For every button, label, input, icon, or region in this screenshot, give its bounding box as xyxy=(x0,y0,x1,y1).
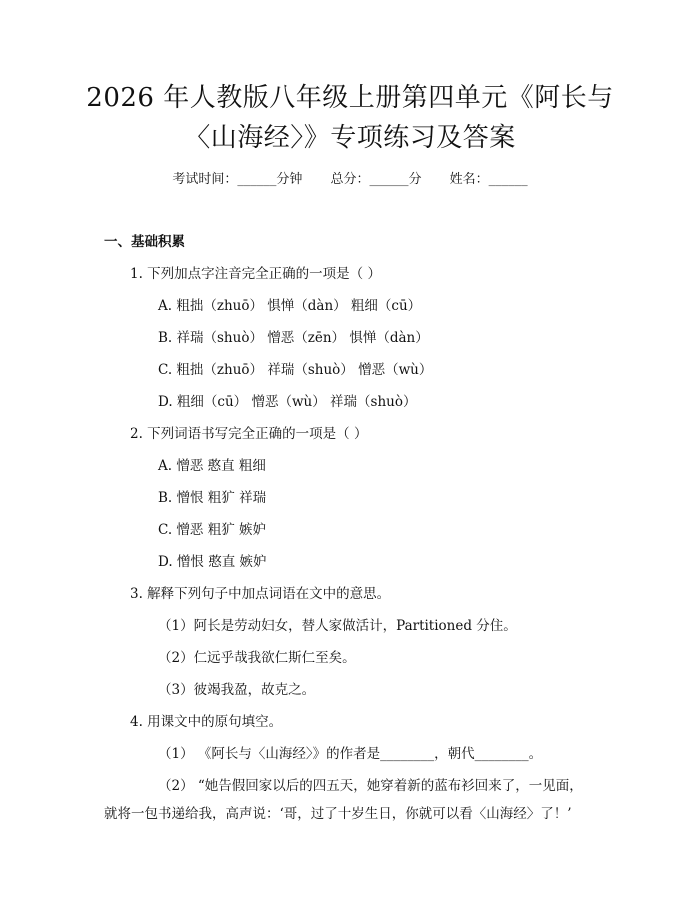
question-3-item-3: （3）彼竭我盈，故克之。 xyxy=(158,682,316,698)
student-name: 姓名：______ xyxy=(449,172,528,187)
question-3-stem: 3. 解释下列句子中加点词语在文中的意思。 xyxy=(130,586,391,602)
question-2-stem: 2. 下列词语书写完全正确的一项是（ ） xyxy=(130,426,368,442)
question-4-item-2-line-2: 就将一包书递给我，高声说：‘哥，过了十岁生日，你就可以看〈山海经〉了！’ xyxy=(104,806,572,822)
exam-meta xyxy=(0,168,700,187)
page-title xyxy=(60,78,640,158)
question-1-stem: 1. 下列加点字注音完全正确的一项是（ ） xyxy=(130,266,381,282)
title-line-1: 2026 年人教版八年级上册第四单元《阿长与 xyxy=(86,83,614,113)
question-2-option-c: C. 憎恶 粗犷 嫉妒 xyxy=(158,522,267,538)
exam-time: 考试时间：______分钟 xyxy=(172,172,303,187)
question-3-item-1: （1）阿长是劳动妇女，替人家做活计，Partitioned 分住。 xyxy=(158,618,517,634)
question-1-option-d: D. 粗细（cū） 憎恶（wù） 祥瑞（shuò） xyxy=(158,394,417,410)
question-2-option-a: A. 憎恶 憨直 粗细 xyxy=(158,458,266,474)
question-2-option-b: B. 憎恨 粗犷 祥瑞 xyxy=(158,490,267,506)
question-4-stem: 4. 用课文中的原句填空。 xyxy=(130,714,283,730)
question-4-item-2-line-1: （2） “她告假回家以后的四五天，她穿着新的蓝布衫回来了，一见面， xyxy=(158,778,583,794)
question-3-item-2: （2）仁远乎哉我欲仁斯仁至矣。 xyxy=(158,650,356,666)
question-1-option-b: B. 祥瑞（shuò） 憎恶（zēn） 惧惮（dàn） xyxy=(158,330,429,346)
question-1-option-a: A. 粗拙（zhuō） 惧惮（dàn） 粗细（cū） xyxy=(158,298,422,314)
section-heading: 一、基础积累 xyxy=(104,234,185,250)
exam-total-score: 总分：______分 xyxy=(330,172,422,187)
title-line-2: 〈山海经〉》专项练习及答案 xyxy=(184,123,516,153)
question-2-option-d: D. 憎恨 憨直 嫉妒 xyxy=(158,554,267,570)
question-1-option-c: C. 粗拙（zhuō） 祥瑞（shuò） 憎恶（wù） xyxy=(158,362,433,378)
question-4-item-1: （1） 《阿长与〈山海经〉》的作者是________，朝代________。 xyxy=(158,746,543,762)
